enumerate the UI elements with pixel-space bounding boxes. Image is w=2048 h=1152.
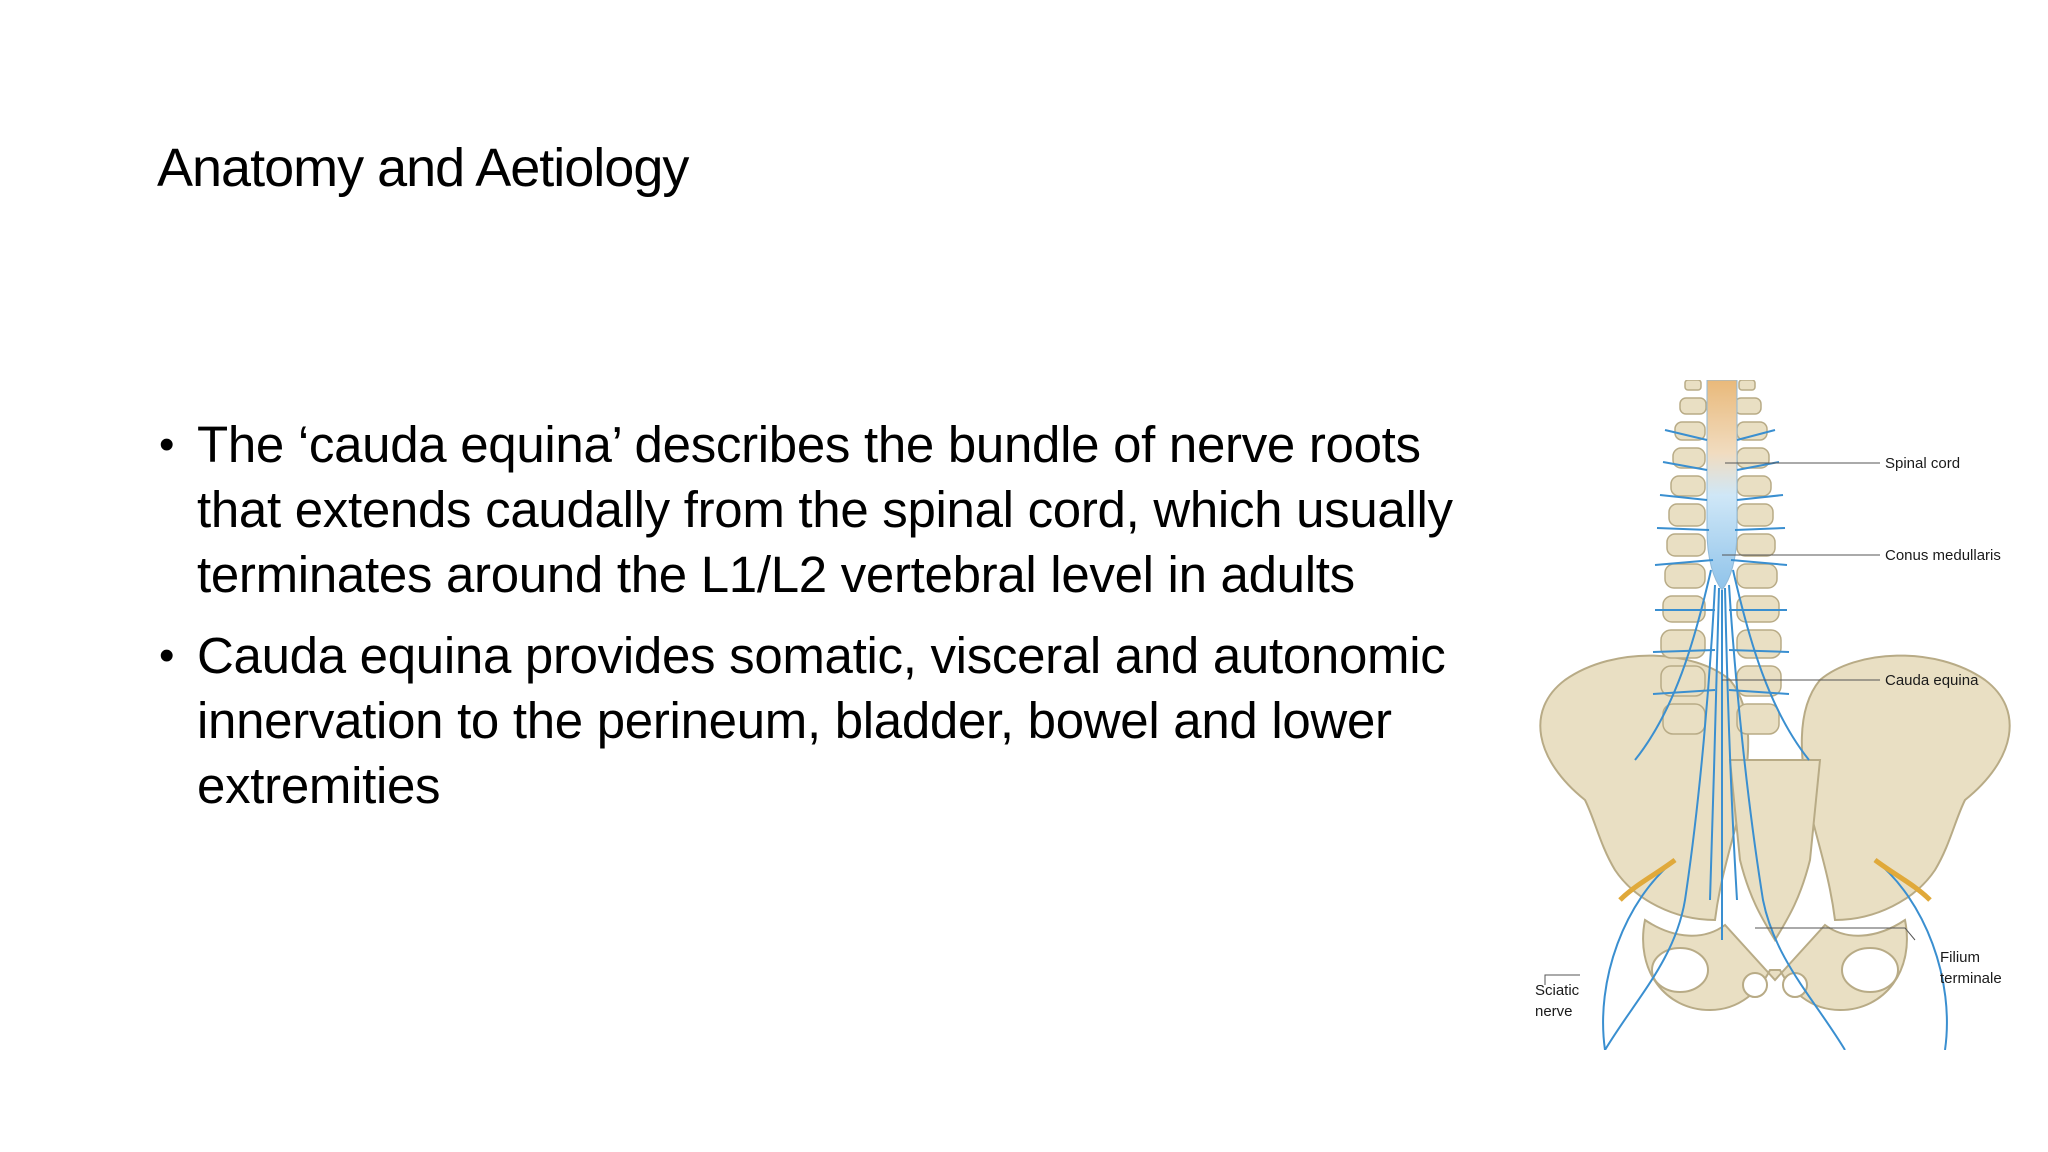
slide-title: Anatomy and Aetiology	[157, 138, 689, 198]
bullet-item	[157, 412, 1487, 607]
label-sciatic: Sciatic	[1535, 982, 1580, 999]
bullet-dot-icon: •	[159, 631, 175, 680]
bullet-dot-icon: •	[159, 420, 175, 469]
label-conus-medullaris: Conus medullaris	[1885, 547, 2001, 564]
cauda-equina-illustration	[1525, 380, 2025, 1050]
spine-pelvis-diagram	[1525, 380, 2025, 1050]
label-nerve: nerve	[1535, 1003, 1573, 1020]
bullet-text: The ‘cauda equina’ describes the bundle of nerve roots that extends caudally from the spinal cord, which usually terminates around the L1/L2 vertebral level in adults	[197, 416, 1453, 603]
label-terminale: terminale	[1940, 970, 2002, 987]
label-filium: Filium	[1940, 949, 1980, 966]
spinal-cord-shape	[1707, 380, 1737, 590]
bullet-item	[157, 623, 1487, 818]
bullet-list	[157, 412, 1487, 834]
label-spinal-cord: Spinal cord	[1885, 455, 1961, 472]
label-cauda-equina: Cauda equina	[1885, 672, 1979, 689]
bullet-text: Cauda equina provides somatic, visceral and autonomic innervation to the perineum, bladder, bowel and lower extremities	[197, 627, 1446, 814]
